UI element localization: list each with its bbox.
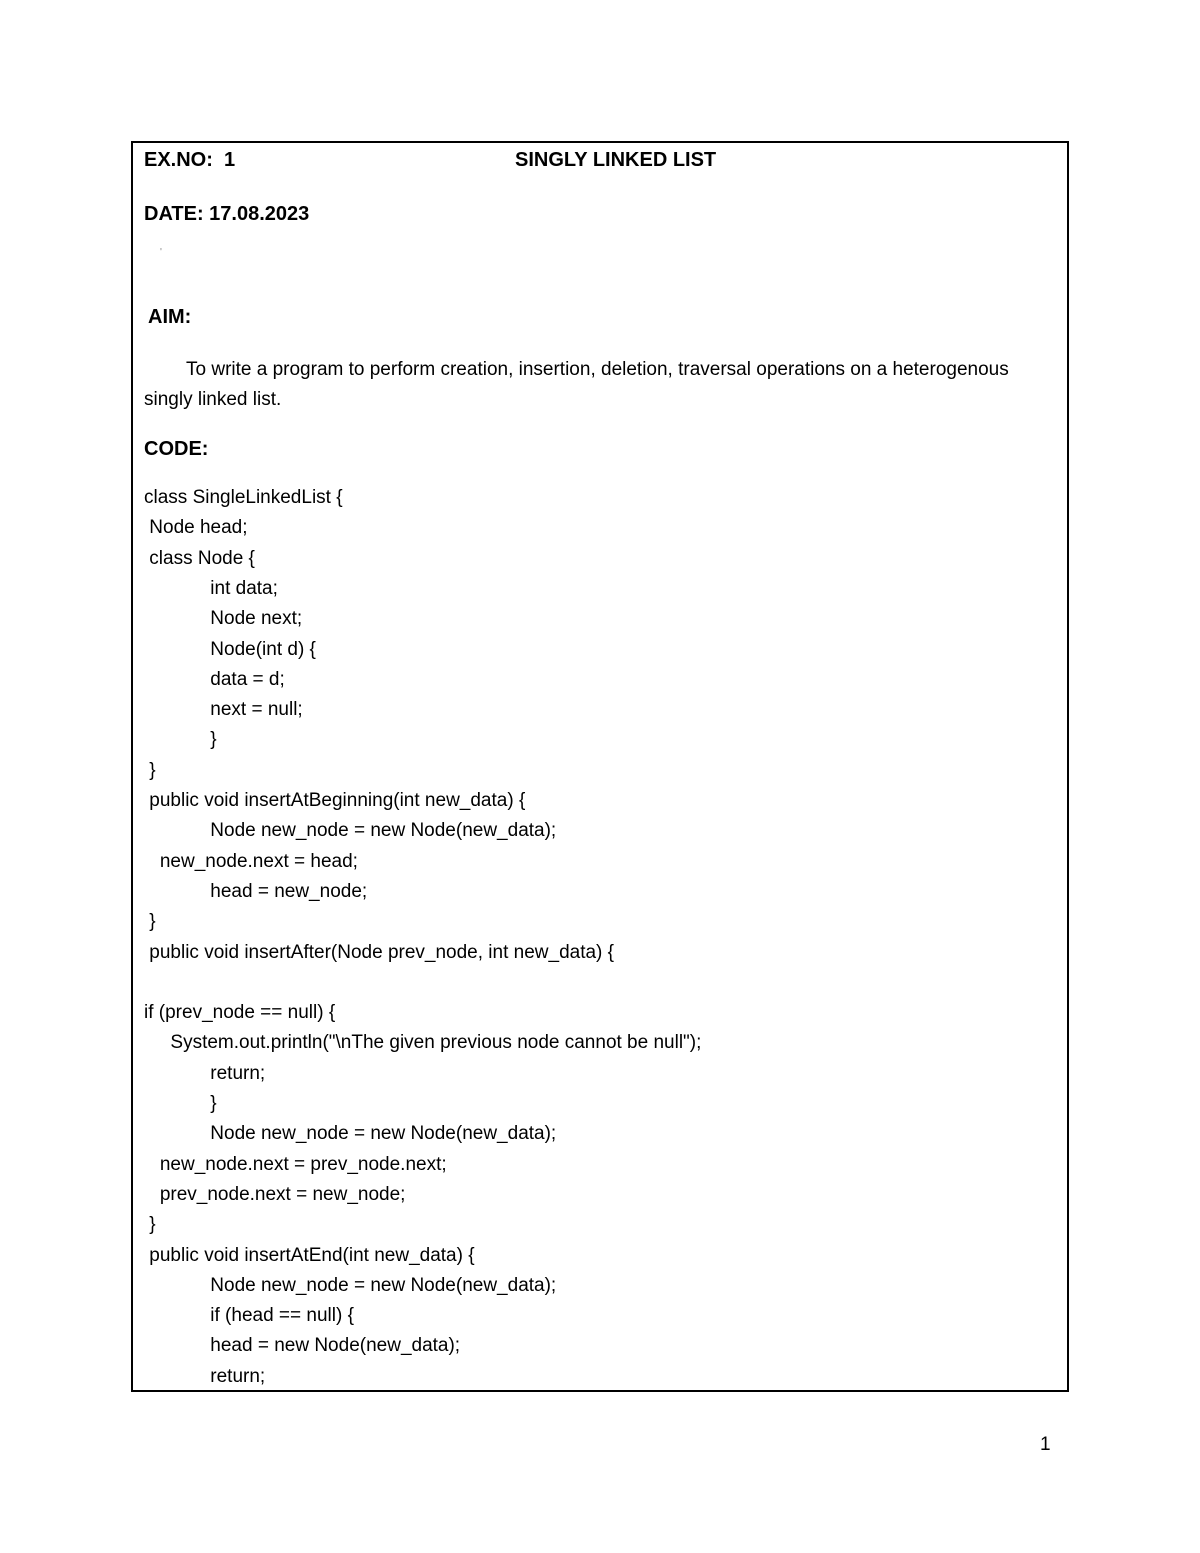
code-line: class SingleLinkedList { — [144, 487, 343, 508]
code-heading: CODE: — [144, 438, 209, 460]
code-line: Node next; — [205, 608, 303, 630]
exercise-number: EX.NO: 1 — [144, 149, 236, 171]
code-line: } — [144, 1214, 156, 1236]
code-line: } — [205, 729, 217, 751]
code-line: next = null; — [205, 699, 303, 721]
code-line: } — [205, 1093, 217, 1114]
code-line: if (head == null) { — [205, 1305, 354, 1327]
code-line: head = new Node(new_data); — [205, 1335, 461, 1357]
aim-text: To write a program to perform creation, insertion, deletion, traversal operations on a heterogenous singly linked list. — [144, 359, 1009, 410]
page-number: 1 — [1040, 1434, 1051, 1455]
code-line: if (prev_node == null) { — [144, 1002, 336, 1024]
code-line: Node(int d) { — [205, 638, 316, 660]
code-line: prev_node.next = new_node; — [144, 1183, 406, 1205]
document-title: SINGLY LINKED LIST — [515, 149, 717, 171]
code-line: Node new_node = new Node(new_data); — [205, 1274, 557, 1296]
code-line: int data; — [205, 577, 278, 599]
code-line: Node new_node = new Node(new_data); — [205, 820, 557, 842]
code-line: public void insertAtEnd(int new_data) { — [144, 1244, 475, 1266]
aim-heading: AIM: — [148, 306, 192, 328]
stray-tick-mark: ' — [160, 247, 162, 258]
code-line: data = d; — [205, 668, 285, 690]
code-line: Node new_node = new Node(new_data); — [205, 1123, 557, 1145]
code-line: new_node.next = prev_node.next; — [144, 1153, 447, 1175]
page-frame — [131, 141, 1069, 1392]
code-line: return; — [205, 1365, 266, 1387]
document-date: DATE: 17.08.2023 — [144, 203, 310, 225]
code-line: public void insertAfter(Node prev_node, int new_data) { — [144, 941, 614, 963]
code-line: } — [144, 911, 156, 933]
code-line: Node head; — [144, 517, 248, 539]
code-line: System.out.println("\nThe given previous node cannot be null"); — [144, 1032, 702, 1054]
code-line: return; — [205, 1062, 266, 1084]
code-line: } — [144, 759, 156, 781]
code-line: head = new_node; — [205, 880, 368, 902]
code-line: class Node { — [144, 547, 255, 569]
code-line: public void insertAtBeginning(int new_data) { — [144, 790, 526, 811]
code-line: new_node.next = head; — [144, 850, 358, 872]
